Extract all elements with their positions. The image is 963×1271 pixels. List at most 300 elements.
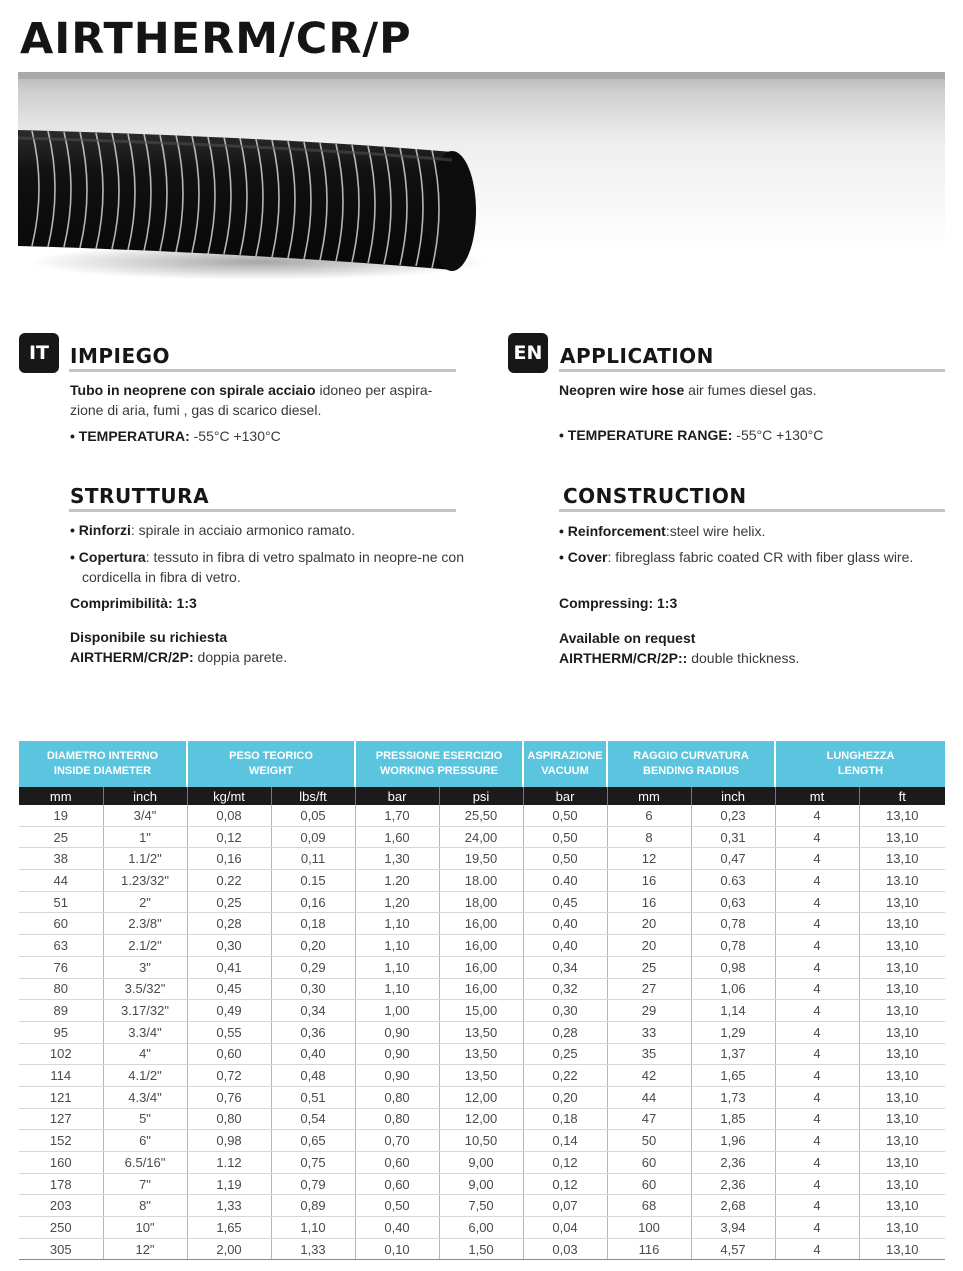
table-cell: 4	[775, 1065, 859, 1087]
table-cell: 13,10	[859, 1195, 945, 1217]
temperatura-line: • TEMPERATURA: -55°C +130°C	[70, 428, 281, 444]
table-cell: 27	[607, 978, 691, 1000]
table-cell: 2.3/8"	[103, 913, 187, 935]
table-cell: 13,10	[859, 1108, 945, 1130]
table-cell: 1,29	[691, 1021, 775, 1043]
table-cell: 25	[19, 826, 103, 848]
table-cell: 1,70	[355, 805, 439, 826]
table-cell: 8"	[103, 1195, 187, 1217]
table-cell: 19,50	[439, 848, 523, 870]
table-cell: 13,10	[859, 1217, 945, 1239]
table-cell: 13,50	[439, 1065, 523, 1087]
product-image-banner	[18, 72, 945, 292]
table-cell: 0,63	[691, 891, 775, 913]
table-row	[19, 1108, 945, 1130]
table-group-header-row	[19, 741, 945, 787]
struttura-rule	[69, 509, 456, 512]
table-cell: 20	[607, 935, 691, 957]
table-cell: 4,57	[691, 1238, 775, 1260]
copertura-line: • Copertura: tessuto in fibra di vetro spalmato in neopre-ne con cordicella in fibra di vetro.	[70, 549, 464, 585]
table-cell: 1,06	[691, 978, 775, 1000]
table-cell: 0,22	[523, 1065, 607, 1087]
table-cell: 0,23	[691, 805, 775, 826]
table-row	[19, 826, 945, 848]
table-cell: 0,89	[271, 1195, 355, 1217]
table-cell: 0,50	[523, 848, 607, 870]
table-cell: 47	[607, 1108, 691, 1130]
table-row	[19, 1000, 945, 1022]
table-cell: 160	[19, 1152, 103, 1174]
table-cell: 0,34	[271, 1000, 355, 1022]
table-cell: 4	[775, 1195, 859, 1217]
table-cell: 4	[775, 1130, 859, 1152]
impiego-heading: IMPIEGO	[70, 344, 171, 368]
table-cell: 89	[19, 1000, 103, 1022]
table-row	[19, 891, 945, 913]
table-cell: 0.22	[187, 870, 271, 892]
table-row	[19, 1065, 945, 1087]
construction-rule	[559, 509, 945, 512]
table-cell: 4"	[103, 1043, 187, 1065]
table-row	[19, 1043, 945, 1065]
table-cell: 16	[607, 870, 691, 892]
table-cell: 5"	[103, 1108, 187, 1130]
table-cell: 0,80	[355, 1086, 439, 1108]
table-cell: 1,10	[355, 978, 439, 1000]
table-cell: 60	[19, 913, 103, 935]
variant-en-line: AIRTHERM/CR/2P:: double thickness.	[559, 650, 800, 666]
group-header	[607, 741, 775, 787]
table-cell: 0,80	[355, 1108, 439, 1130]
table-cell: 35	[607, 1043, 691, 1065]
table-row	[19, 935, 945, 957]
table-cell: 0,90	[355, 1043, 439, 1065]
table-cell: 0,41	[187, 956, 271, 978]
table-cell: 63	[19, 935, 103, 957]
table-cell: 0,18	[523, 1108, 607, 1130]
table-cell: 0,70	[355, 1130, 439, 1152]
table-cell: 6	[607, 805, 691, 826]
table-cell: 24,00	[439, 826, 523, 848]
table-cell: 0,78	[691, 913, 775, 935]
banner-top-band	[18, 72, 945, 79]
group-header	[355, 741, 523, 787]
table-unit-header-row	[19, 787, 945, 805]
unit-header: inch	[103, 787, 187, 805]
table-cell: 1,10	[355, 935, 439, 957]
table-cell: 4	[775, 1108, 859, 1130]
table-cell: 4	[775, 891, 859, 913]
table-cell: 13,10	[859, 1086, 945, 1108]
table-cell: 6"	[103, 1130, 187, 1152]
group-header	[775, 741, 945, 787]
lang-badge-en: EN	[508, 333, 548, 373]
table-cell: 0,30	[271, 978, 355, 1000]
table-cell: 60	[607, 1152, 691, 1174]
group-header-it: PRESSIONE ESERCIZIO	[375, 750, 503, 762]
unit-header: mt	[775, 787, 859, 805]
table-cell: 3"	[103, 956, 187, 978]
table-cell: 4.1/2"	[103, 1065, 187, 1087]
group-header-it: LUNGHEZZA	[826, 750, 895, 762]
table-cell: 13,10	[859, 891, 945, 913]
table-cell: 13,10	[859, 913, 945, 935]
group-header-en: BENDING RADIUS	[643, 765, 739, 777]
table-cell: 9,00	[439, 1152, 523, 1174]
table-cell: 0,20	[271, 935, 355, 957]
impiego-rule	[69, 369, 456, 372]
table-cell: 121	[19, 1086, 103, 1108]
table-row	[19, 870, 945, 892]
table-cell: 0,16	[271, 891, 355, 913]
table-cell: 1,10	[271, 1217, 355, 1239]
table-cell: 25,50	[439, 805, 523, 826]
table-cell: 51	[19, 891, 103, 913]
table-cell: 1,60	[355, 826, 439, 848]
table-cell: 100	[607, 1217, 691, 1239]
table-cell: 2,36	[691, 1152, 775, 1174]
table-cell: 1,33	[187, 1195, 271, 1217]
table-cell: 4.3/4"	[103, 1086, 187, 1108]
unit-header: ft	[859, 787, 945, 805]
table-cell: 1.20	[355, 870, 439, 892]
table-cell: 0,75	[271, 1152, 355, 1174]
table-cell: 1,14	[691, 1000, 775, 1022]
table-cell: 13,10	[859, 1130, 945, 1152]
table-cell: 0,60	[355, 1152, 439, 1174]
table-cell: 0,09	[271, 826, 355, 848]
table-cell: 4	[775, 1000, 859, 1022]
table-cell: 3/4"	[103, 805, 187, 826]
table-cell: 33	[607, 1021, 691, 1043]
table-cell: 0,45	[187, 978, 271, 1000]
table-cell: 0,28	[187, 913, 271, 935]
table-cell: 0,31	[691, 826, 775, 848]
table-cell: 0,60	[187, 1043, 271, 1065]
table-cell: 0,04	[523, 1217, 607, 1239]
table-row	[19, 913, 945, 935]
table-cell: 12,00	[439, 1108, 523, 1130]
table-cell: 1,65	[691, 1065, 775, 1087]
application-heading: APPLICATION	[560, 344, 714, 368]
table-cell: 2,00	[187, 1238, 271, 1260]
table-cell: 4	[775, 870, 859, 892]
table-cell: 0,18	[271, 913, 355, 935]
table-cell: 0,50	[355, 1195, 439, 1217]
table-cell: 0,40	[523, 935, 607, 957]
table-cell: 1,50	[439, 1238, 523, 1260]
table-row	[19, 1152, 945, 1174]
table-cell: 0,03	[523, 1238, 607, 1260]
table-cell: 0,32	[523, 978, 607, 1000]
table-cell: 6,00	[439, 1217, 523, 1239]
group-header-en: LENGTH	[837, 765, 884, 777]
table-cell: 4	[775, 956, 859, 978]
table-cell: 0,78	[691, 935, 775, 957]
table-cell: 16,00	[439, 956, 523, 978]
table-cell: 0,50	[523, 826, 607, 848]
table-cell: 0,11	[271, 848, 355, 870]
table-cell: 0.63	[691, 870, 775, 892]
table-cell: 9,00	[439, 1173, 523, 1195]
table-cell: 1,30	[355, 848, 439, 870]
table-cell: 0,12	[523, 1173, 607, 1195]
table-cell: 1,33	[271, 1238, 355, 1260]
table-cell: 13,10	[859, 1000, 945, 1022]
table-cell: 1,85	[691, 1108, 775, 1130]
product-title: AIRTHERM/CR/P	[20, 14, 412, 64]
group-header	[523, 741, 607, 787]
table-cell: 4	[775, 1238, 859, 1260]
table-cell: 4	[775, 1043, 859, 1065]
table-cell: 0,51	[271, 1086, 355, 1108]
table-cell: 4	[775, 1217, 859, 1239]
table-cell: 18.00	[439, 870, 523, 892]
table-row	[19, 848, 945, 870]
table-cell: 29	[607, 1000, 691, 1022]
table-cell: 8	[607, 826, 691, 848]
table-cell: 7,50	[439, 1195, 523, 1217]
table-cell: 1,19	[187, 1173, 271, 1195]
unit-header: kg/mt	[187, 787, 271, 805]
struttura-heading: STRUTTURA	[70, 484, 210, 508]
table-cell: 0,79	[271, 1173, 355, 1195]
table-cell: 10"	[103, 1217, 187, 1239]
table-cell: 4	[775, 935, 859, 957]
table-cell: 4	[775, 848, 859, 870]
table-cell: 0,98	[691, 956, 775, 978]
temperature-range-line: • TEMPERATURE RANGE: -55°C +130°C	[559, 427, 824, 443]
group-header-it: ASPIRAZIONE	[527, 750, 603, 762]
table-cell: 178	[19, 1173, 103, 1195]
table-cell: 68	[607, 1195, 691, 1217]
specs-table	[19, 741, 945, 1260]
table-cell: 3.17/32"	[103, 1000, 187, 1022]
table-cell: 95	[19, 1021, 103, 1043]
table-cell: 1.12	[187, 1152, 271, 1174]
table-cell: 13,10	[859, 956, 945, 978]
table-cell: 4	[775, 1152, 859, 1174]
table-cell: 0,10	[355, 1238, 439, 1260]
table-cell: 16	[607, 891, 691, 913]
table-cell: 0.15	[271, 870, 355, 892]
table-cell: 12	[607, 848, 691, 870]
variant-it-line: AIRTHERM/CR/2P: doppia parete.	[70, 649, 288, 665]
table-cell: 2"	[103, 891, 187, 913]
table-cell: 0,25	[523, 1043, 607, 1065]
table-cell: 0,12	[523, 1152, 607, 1174]
table-cell: 152	[19, 1130, 103, 1152]
table-cell: 1,20	[355, 891, 439, 913]
table-cell: 13,10	[859, 1173, 945, 1195]
table-cell: 16,00	[439, 913, 523, 935]
table-cell: 13,10	[859, 1065, 945, 1087]
table-cell: 0,60	[355, 1173, 439, 1195]
table-cell: 0,80	[187, 1108, 271, 1130]
table-cell: 13.10	[859, 870, 945, 892]
table-cell: 16,00	[439, 935, 523, 957]
table-cell: 4	[775, 805, 859, 826]
table-cell: 0,12	[187, 826, 271, 848]
disponibile-line: Disponibile su richiesta	[70, 629, 228, 645]
table-cell: 0,55	[187, 1021, 271, 1043]
table-cell: 4	[775, 826, 859, 848]
table-cell: 0,05	[271, 805, 355, 826]
table-row	[19, 1217, 945, 1239]
table-cell: 13,10	[859, 1021, 945, 1043]
group-header-it: PESO TEORICO	[229, 750, 313, 762]
table-cell: 42	[607, 1065, 691, 1087]
table-cell: 1,65	[187, 1217, 271, 1239]
table-cell: 4	[775, 1021, 859, 1043]
table-cell: 116	[607, 1238, 691, 1260]
table-cell: 0,30	[187, 935, 271, 957]
table-cell: 0,16	[187, 848, 271, 870]
table-cell: 0,14	[523, 1130, 607, 1152]
table-cell: 1,96	[691, 1130, 775, 1152]
table-cell: 44	[19, 870, 103, 892]
table-cell: 0,49	[187, 1000, 271, 1022]
table-cell: 3.3/4"	[103, 1021, 187, 1043]
table-cell: 0,90	[355, 1021, 439, 1043]
unit-header: bar	[523, 787, 607, 805]
group-header-en: INSIDE DIAMETER	[53, 765, 152, 777]
table-row	[19, 805, 945, 826]
table-cell: 44	[607, 1086, 691, 1108]
application-rule	[559, 369, 945, 372]
cover-line: • Cover: fibreglass fabric coated CR with fiber glass wire.	[559, 549, 914, 565]
table-cell: 0,29	[271, 956, 355, 978]
table-cell: 0,36	[271, 1021, 355, 1043]
group-header	[19, 741, 187, 787]
table-cell: 1,00	[355, 1000, 439, 1022]
table-cell: 0,08	[187, 805, 271, 826]
table-cell: 1,10	[355, 913, 439, 935]
table-cell: 13,10	[859, 1152, 945, 1174]
table-cell: 0.40	[523, 870, 607, 892]
table-cell: 0,40	[355, 1217, 439, 1239]
table-cell: 13,10	[859, 1043, 945, 1065]
table-cell: 0,65	[271, 1130, 355, 1152]
table-row	[19, 1130, 945, 1152]
lang-badge-it: IT	[19, 333, 59, 373]
table-cell: 12,00	[439, 1086, 523, 1108]
table-cell: 13,50	[439, 1021, 523, 1043]
table-cell: 102	[19, 1043, 103, 1065]
unit-header: mm	[607, 787, 691, 805]
table-row	[19, 1238, 945, 1260]
table-cell: 6.5/16"	[103, 1152, 187, 1174]
table-cell: 1,73	[691, 1086, 775, 1108]
table-cell: 1"	[103, 826, 187, 848]
table-cell: 2,68	[691, 1195, 775, 1217]
rinforzi-line: • Rinforzi: spirale in acciaio armonico ramato.	[70, 522, 356, 538]
table-cell: 4	[775, 1086, 859, 1108]
table-cell: 2.1/2"	[103, 935, 187, 957]
table-cell: 4	[775, 913, 859, 935]
table-cell: 19	[19, 805, 103, 826]
table-cell: 1.1/2"	[103, 848, 187, 870]
group-header	[187, 741, 355, 787]
table-cell: 13,50	[439, 1043, 523, 1065]
table-cell: 10,50	[439, 1130, 523, 1152]
group-header-en: WORKING PRESSURE	[380, 765, 498, 777]
impiego-text: Tubo in neoprene con spirale acciaio idoneo per aspira-zione di aria, fumi , gas di scarico diesel.	[70, 382, 433, 418]
table-cell: 13,10	[859, 805, 945, 826]
table-cell: 0,28	[523, 1021, 607, 1043]
table-cell: 0,48	[271, 1065, 355, 1087]
table-cell: 2,36	[691, 1173, 775, 1195]
table-cell: 0,76	[187, 1086, 271, 1108]
table-cell: 20	[607, 913, 691, 935]
table-cell: 25	[607, 956, 691, 978]
group-header-it: RAGGIO CURVATURA	[633, 750, 749, 762]
hose-image	[18, 112, 488, 352]
group-header-en: VACUUM	[541, 765, 589, 777]
table-cell: 0,25	[187, 891, 271, 913]
table-row	[19, 1021, 945, 1043]
table-cell: 0,34	[523, 956, 607, 978]
table-cell: 114	[19, 1065, 103, 1087]
table-row	[19, 1086, 945, 1108]
table-cell: 127	[19, 1108, 103, 1130]
table-cell: 203	[19, 1195, 103, 1217]
table-cell: 1.23/32"	[103, 870, 187, 892]
table-cell: 0,07	[523, 1195, 607, 1217]
table-cell: 0,50	[523, 805, 607, 826]
table-cell: 60	[607, 1173, 691, 1195]
table-cell: 0,54	[271, 1108, 355, 1130]
table-cell: 3.5/32"	[103, 978, 187, 1000]
table-cell: 13,10	[859, 978, 945, 1000]
table-row	[19, 956, 945, 978]
table-cell: 13,10	[859, 848, 945, 870]
table-cell: 13,10	[859, 1238, 945, 1260]
table-cell: 0,90	[355, 1065, 439, 1087]
construction-heading: CONSTRUCTION	[563, 484, 747, 508]
table-cell: 16,00	[439, 978, 523, 1000]
unit-header: lbs/ft	[271, 787, 355, 805]
reinforcement-line: • Reinforcement:steel wire helix.	[559, 523, 766, 539]
comprimibilita-line: Comprimibilità: 1:3	[70, 595, 197, 611]
table-cell: 7"	[103, 1173, 187, 1195]
table-cell: 250	[19, 1217, 103, 1239]
table-cell: 76	[19, 956, 103, 978]
table-cell: 0,40	[271, 1043, 355, 1065]
table-cell: 50	[607, 1130, 691, 1152]
table-cell: 1,10	[355, 956, 439, 978]
unit-header: inch	[691, 787, 775, 805]
table-cell: 3,94	[691, 1217, 775, 1239]
table-row	[19, 1195, 945, 1217]
table-cell: 0,20	[523, 1086, 607, 1108]
table-cell: 1,37	[691, 1043, 775, 1065]
table-cell: 0,72	[187, 1065, 271, 1087]
table-cell: 305	[19, 1238, 103, 1260]
table-cell: 13,10	[859, 935, 945, 957]
compressing-line: Compressing: 1:3	[559, 595, 678, 611]
unit-header: bar	[355, 787, 439, 805]
table-body	[19, 805, 945, 1260]
table-cell: 80	[19, 978, 103, 1000]
table-cell: 4	[775, 1173, 859, 1195]
table-cell: 0,98	[187, 1130, 271, 1152]
table-cell: 0,45	[523, 891, 607, 913]
application-text: Neopren wire hose air fumes diesel gas.	[559, 382, 817, 398]
table-cell: 18,00	[439, 891, 523, 913]
table-cell: 4	[775, 978, 859, 1000]
group-header-it: DIAMETRO INTERNO	[46, 750, 159, 762]
